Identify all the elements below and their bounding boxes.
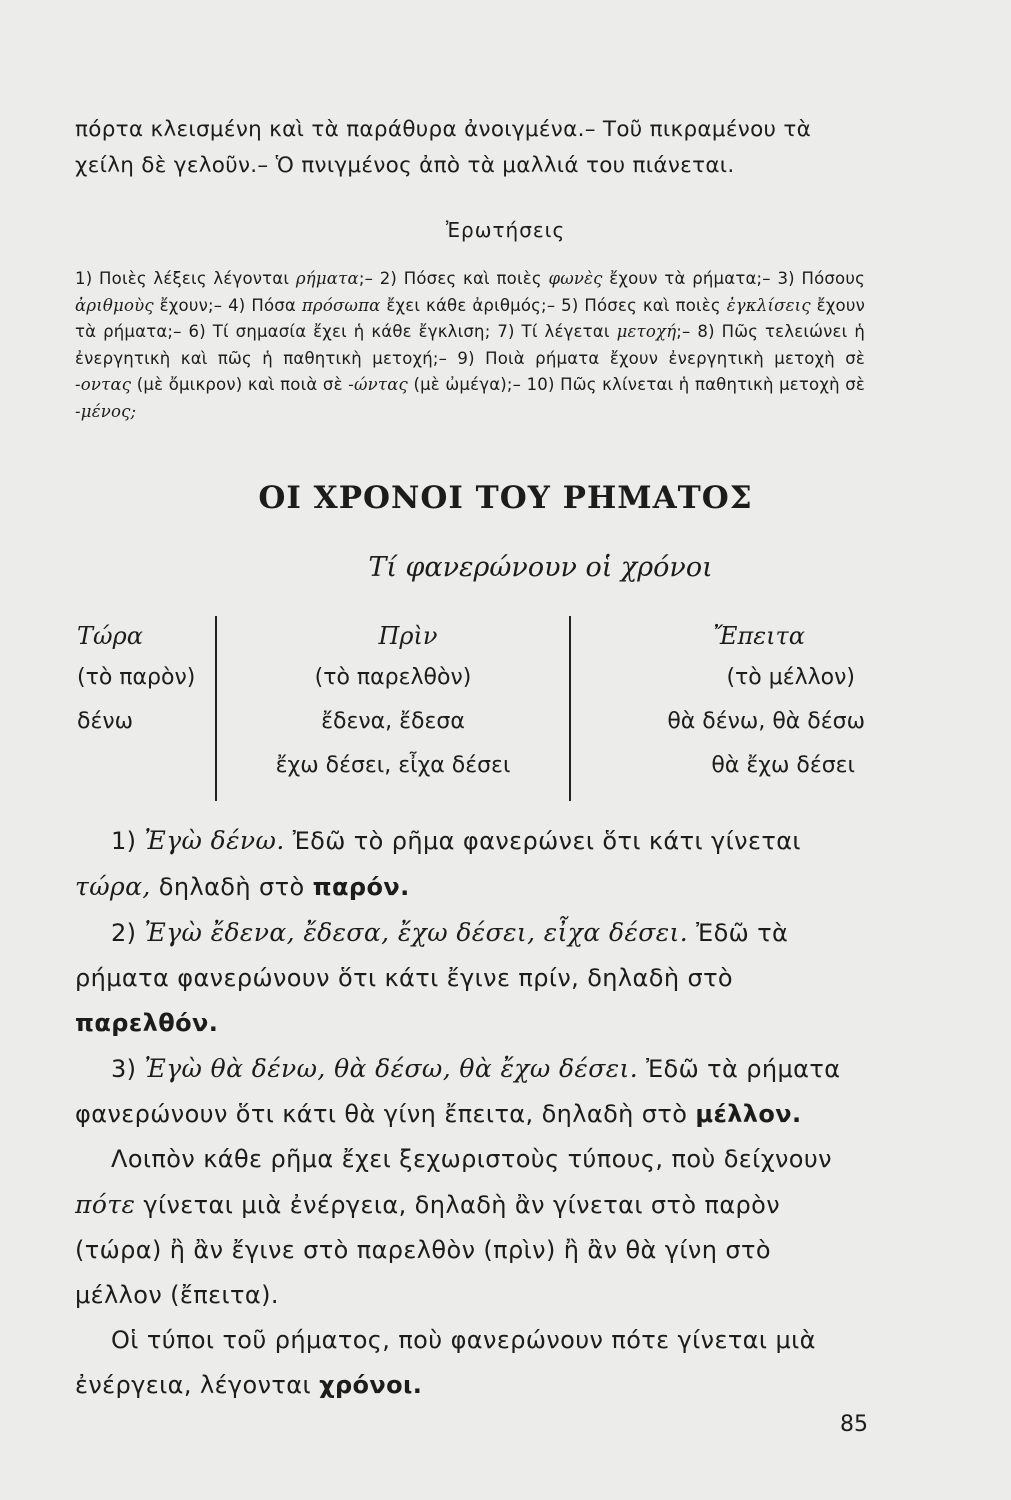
emphasis: ἀριθμοὺς — [75, 295, 154, 315]
column-subheader: (τὸ μέλλον) — [726, 665, 855, 690]
text: Ἐδῶ τὰ ρήματα φανερώνουν ὅτι κάτι θὰ γίνη ἔπειτα, δηλαδὴ στὸ — [75, 1055, 841, 1128]
emphasis: τώρα, — [75, 872, 151, 901]
emphasis: πρόσωπα — [301, 295, 381, 315]
paragraph — [75, 1137, 865, 1318]
text: Λοιπὸν κάθε ρῆμα ἔχει ξεχωριστοὺς τύπους, ποὺ δείχνουν — [111, 1145, 832, 1173]
paragraph — [75, 818, 865, 910]
tense-form: δένω — [77, 709, 134, 734]
emphasis: Ἐγὼ θὰ δένω, θὰ δέσω, θὰ ἔχω δέσει. — [144, 1054, 639, 1083]
tense-form: ἔδενα, ἔδεσα — [321, 709, 465, 734]
emphasis: φωνὲς — [548, 269, 603, 288]
column-header: Πρὶν — [378, 622, 438, 650]
column-header: Ἔπειτα — [713, 622, 805, 650]
chapter-title: ΟΙ ΧΡΟΝΟΙ ΤΟΥ ΡΗΜΑΤΟΣ — [258, 480, 753, 516]
text: Ἐδῶ τὸ ρῆμα φανερώνει ὅτι κάτι γίνεται — [284, 827, 801, 855]
paragraph — [75, 1046, 865, 1137]
explanation-text — [75, 818, 865, 1408]
emphasis: μετοχή — [616, 322, 677, 341]
emphasis: Ἐγὼ δένω. — [144, 826, 285, 855]
text: Ἐδῶ τὰ ρήματα φανερώνουν ὅτι κάτι ἔγινε πρίν, δηλαδὴ στὸ — [75, 919, 789, 992]
bold-term: χρόνοι. — [319, 1371, 423, 1399]
text: ἔχουν τὰ ρήματα;– 6) Τί σημασία ἔχει ἡ κάθε ἔγκλιση; 7) Τί λέγεται — [75, 295, 865, 341]
page-number: 85 — [840, 1412, 868, 1437]
text: ;– 2) Πόσες καὶ ποιὲς — [358, 269, 549, 288]
tense-column-past — [215, 616, 571, 801]
text: 1) Ποιὲς λέξεις λέγονται — [75, 269, 296, 288]
paragraph — [75, 910, 865, 1046]
tense-column-future — [567, 616, 865, 801]
text: γίνεται μιὰ ἐνέργεια, δηλαδὴ ἂν γίνεται στὸ παρὸν (τώρα) ἢ ἂν ἔγινε στὸ παρελθὸν (πρὶν) ἢ ἂν θὰ γίνη στὸ μέλλον (ἔπειτα). — [75, 1191, 781, 1309]
bold-term: παρελθόν. — [75, 1009, 219, 1037]
emphasis: Ἐγὼ ἔδενα, ἔδεσα, ἔχω δέσει, εἶχα δέσει. — [144, 918, 689, 947]
intro-line: πόρτα κλεισμένη καὶ τὰ παράθυρα ἀνοιγμένα.– Τοῦ πικραμένου τὰ — [75, 117, 812, 142]
column-subheader: (τὸ παρὸν) — [77, 665, 196, 690]
tense-form: θὰ ἔχω δέσει — [711, 753, 855, 778]
text: (μὲ ὄμικρον) καὶ ποιὰ σὲ — [131, 375, 349, 394]
emphasis: ρήματα — [295, 269, 359, 288]
text: (μὲ ὠμέγα);– 10) Πῶς κλίνεται ἡ παθητικὴ μετοχὴ σὲ — [407, 375, 865, 394]
tense-form: θὰ δένω, θὰ δέσω — [667, 709, 865, 734]
intro-line: χείλη δὲ γελοῦν.– Ὁ πνιγμένος ἀπὸ τὰ μαλλιά του πιάνεται. — [75, 153, 735, 178]
emphasis: -ώντας — [348, 375, 408, 394]
tense-column-present — [75, 616, 215, 801]
column-subheader: (τὸ παρελθὸν) — [314, 665, 472, 690]
emphasis: -οντας — [75, 375, 132, 394]
questions-heading: Ἐρωτήσεις — [445, 218, 566, 242]
paragraph — [75, 1318, 865, 1408]
text: 1) — [111, 827, 145, 855]
text: 2) — [111, 919, 145, 947]
intro-text — [75, 112, 865, 184]
bold-term: παρόν. — [312, 873, 410, 901]
questions-list — [75, 266, 865, 425]
chapter-subtitle: Τί φανερώνουν οἱ χρόνοι — [368, 552, 713, 583]
text: 3) — [111, 1055, 145, 1083]
emphasis: πότε — [75, 1190, 136, 1219]
tense-form: ἔχω δέσει, εἶχα δέσει — [275, 753, 511, 778]
tense-table — [75, 616, 865, 801]
text: Οἱ τύποι τοῦ ρήματος, ποὺ φανερώνουν πότε γίνεται μιὰ ἐνέργεια, λέγονται — [75, 1326, 816, 1399]
emphasis: -μένος; — [75, 401, 137, 421]
text: ;– 8) Πῶς τελειώνει ἡ ἐνεργητικὴ καὶ πῶς ἡ παθητικὴ μετοχή;– 9) Ποιὰ ρήματα ἔχουν ἐνεργητικὴ μετοχὴ σὲ — [75, 322, 865, 368]
emphasis: ἐγκλίσεις — [726, 295, 811, 315]
text: ἔχει κάθε ἀριθμός;– 5) Πόσες καὶ ποιὲς — [380, 295, 727, 315]
text: ἔχουν;– 4) Πόσα — [153, 295, 302, 315]
text: ἔχουν τὰ ρήματα;– 3) Πόσους — [602, 269, 865, 288]
column-header: Τώρα — [77, 622, 143, 650]
text: δηλαδὴ στὸ — [150, 873, 313, 901]
bold-term: μέλλον. — [695, 1100, 802, 1128]
questions-paragraph — [75, 266, 865, 425]
